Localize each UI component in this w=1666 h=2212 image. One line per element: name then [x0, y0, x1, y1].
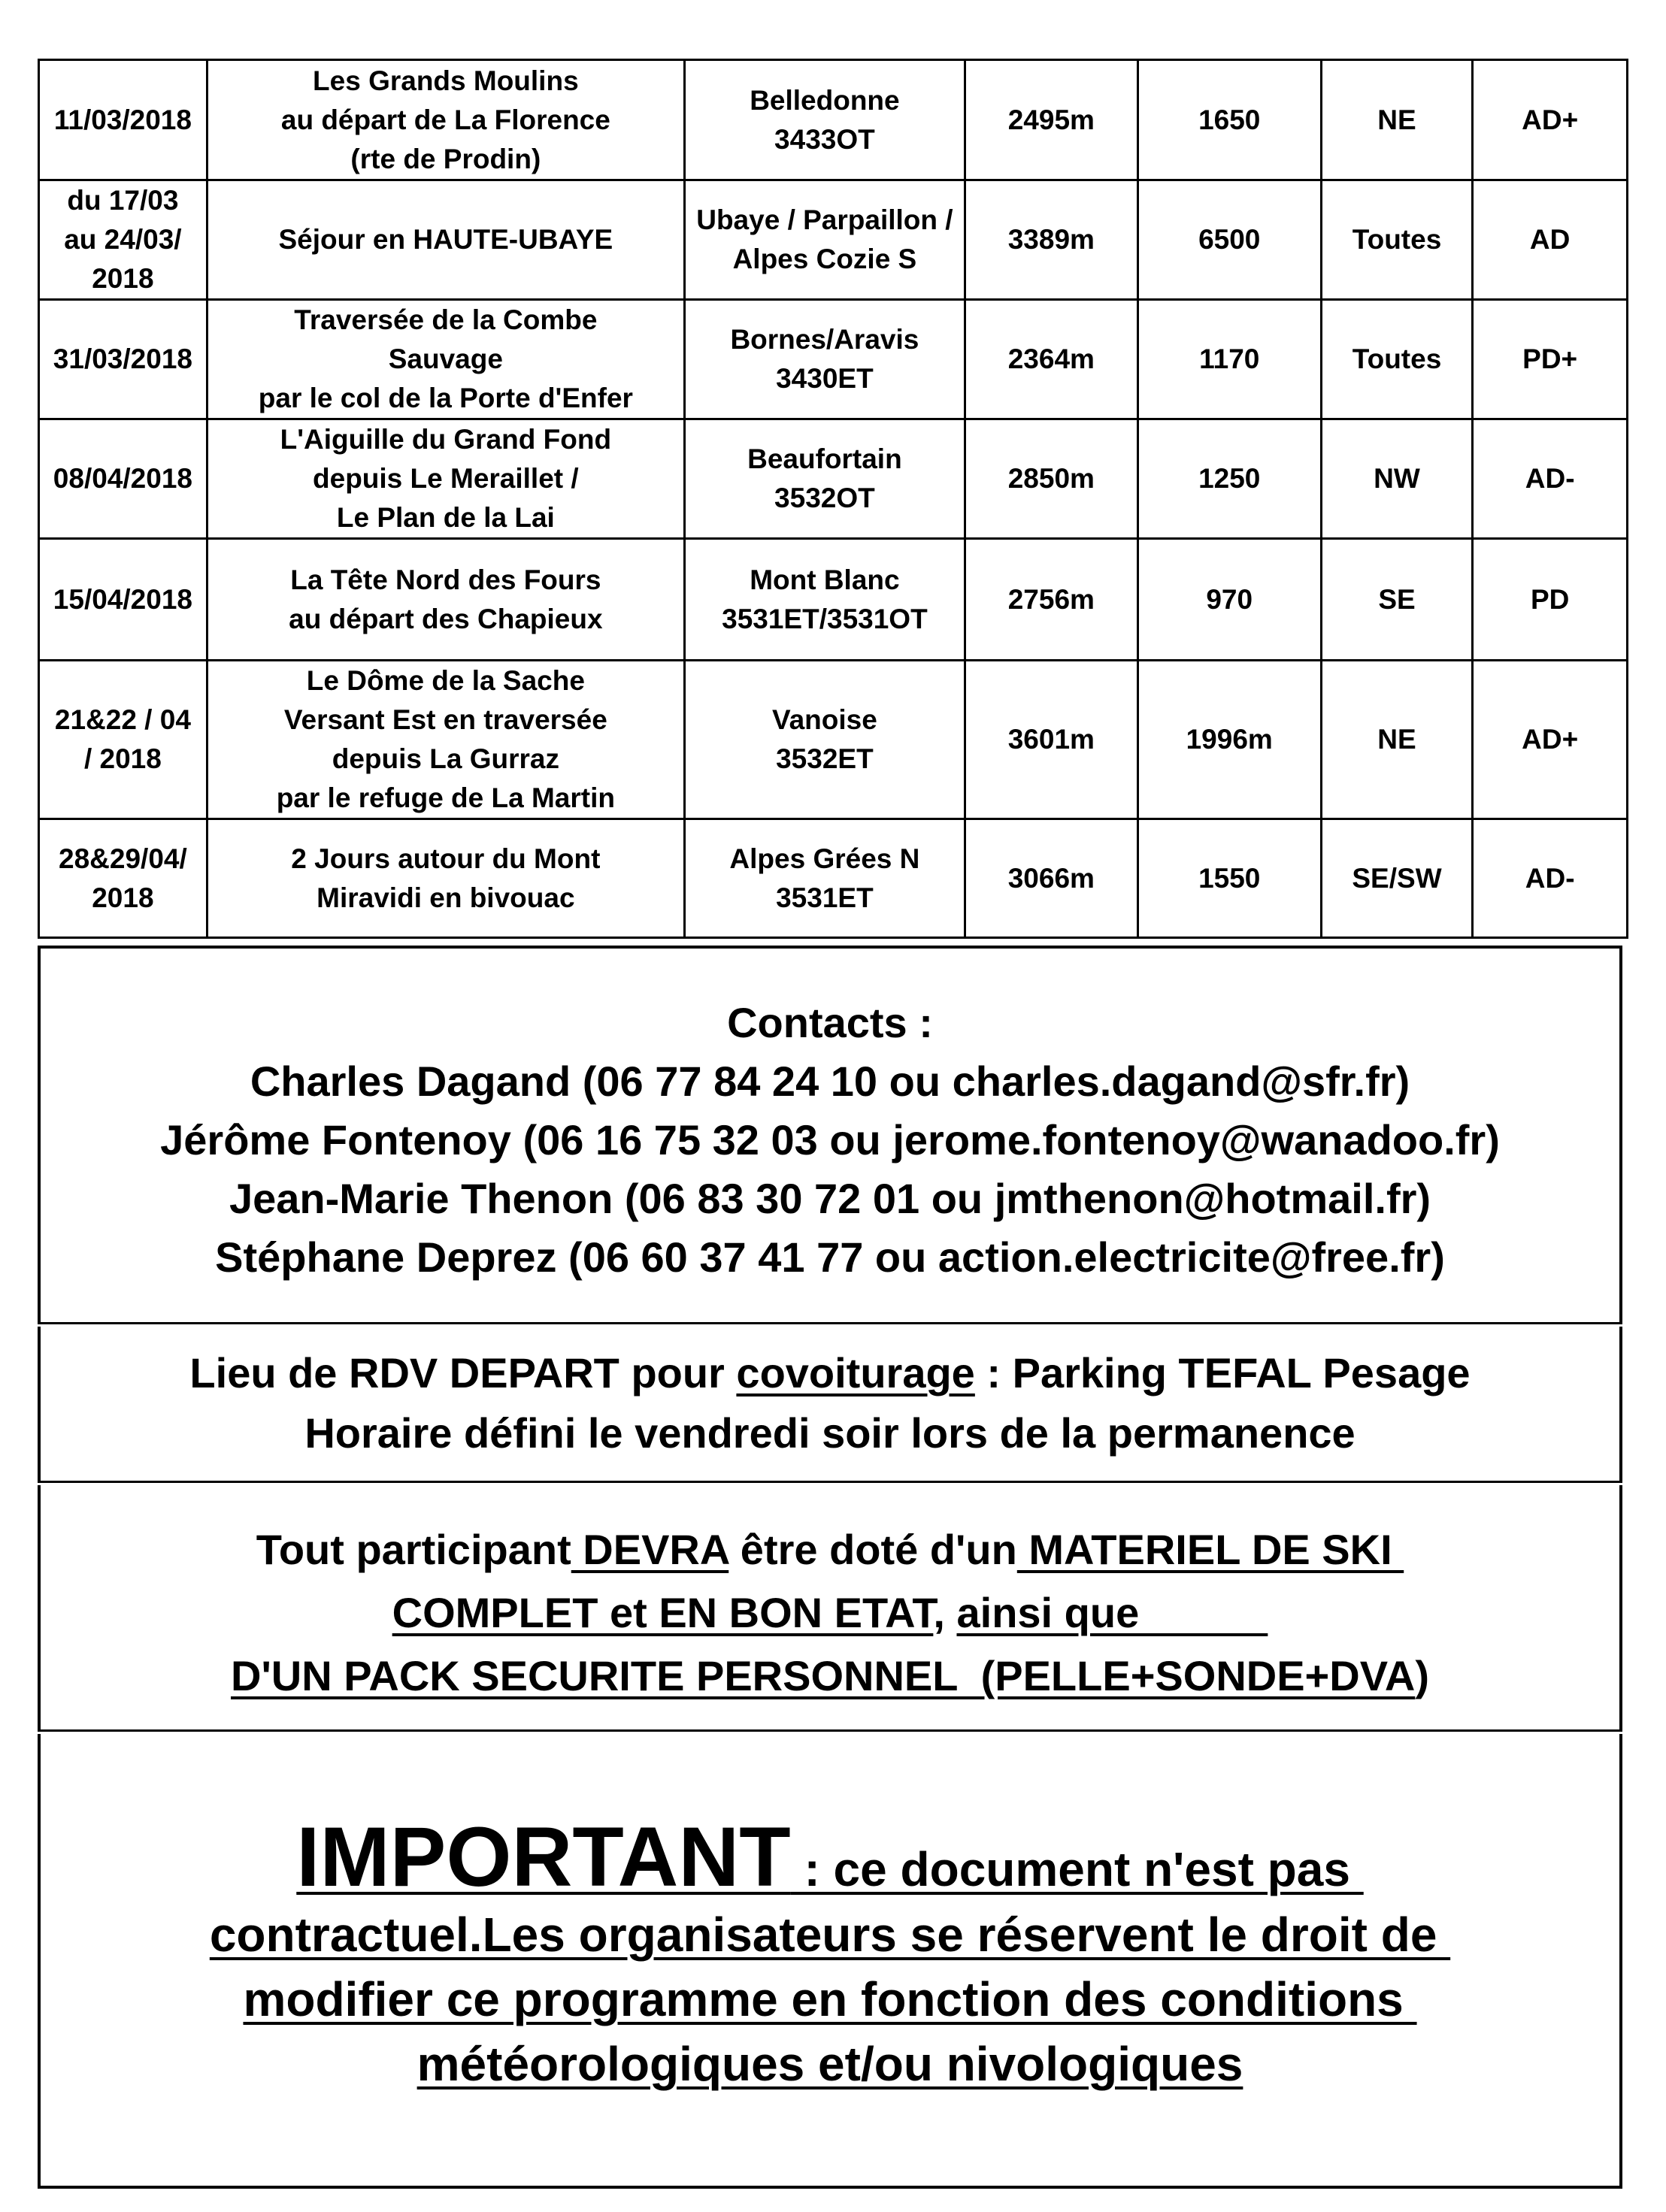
trip-massif-lines [689, 81, 961, 159]
trip-orientation: Toutes [1321, 180, 1473, 300]
meeting-point-prefix: Lieu de RDV DEPART pour [189, 1349, 737, 1396]
contacts-section [38, 946, 1622, 1324]
equipment-line-2 [41, 1581, 1619, 1645]
trips-table-body [39, 60, 1628, 938]
trip-difficulty: AD [1473, 180, 1628, 300]
trip-row [39, 819, 1628, 938]
trip-date-line: 28&29/04/ [59, 843, 187, 874]
trip-date [39, 661, 207, 819]
trip-date-lines [43, 840, 203, 918]
trip-row [39, 539, 1628, 661]
trip-date-lines [43, 459, 203, 498]
trip-orientation: NE [1321, 60, 1473, 180]
trip-difficulty: PD [1473, 539, 1628, 661]
trip-name-line: Le Plan de la Lai [336, 502, 555, 533]
trip-date-line: 08/04/2018 [53, 463, 192, 494]
contact-line: Charles Dagand (06 77 84 24 10 ou charles.dagand@sfr.fr) [250, 1058, 1410, 1105]
trip-date-lines [43, 340, 203, 379]
trip-date-lines [43, 181, 203, 298]
trip-date [39, 539, 207, 661]
trip-name [207, 300, 684, 419]
trip-name-line: Le Dôme de la Sache [306, 665, 585, 696]
trip-date-line: 21&22 / 04 [54, 704, 191, 735]
meeting-time-line: Horaire défini le vendredi soir lors de la permanence [304, 1409, 1356, 1457]
trip-row [39, 180, 1628, 300]
trip-name-line: au départ de La Florence [280, 104, 610, 135]
trip-massif-line: Vanoise [771, 704, 877, 735]
trip-name-line: au départ des Chapieux [289, 603, 603, 634]
trip-massif-line: 3430ET [776, 363, 874, 394]
trip-name [207, 419, 684, 539]
meeting-point-section [38, 1327, 1622, 1483]
trip-difficulty: AD+ [1473, 60, 1628, 180]
trip-row [39, 419, 1628, 539]
contacts-heading: Contacts : [727, 999, 933, 1046]
trip-name-lines [211, 840, 680, 918]
trip-massif-line: 3531ET [776, 882, 874, 913]
trip-name-line: depuis La Gurraz [332, 743, 559, 774]
important-line-3: modifier ce programme en fonction des conditions [243, 1972, 1417, 2026]
trip-name [207, 180, 684, 300]
trip-date [39, 60, 207, 180]
trip-orientation: SE [1321, 539, 1473, 661]
trip-massif [684, 300, 965, 419]
equipment-also: ainsi que [956, 1589, 1268, 1636]
trip-massif [684, 419, 965, 539]
trip-massif-line: Alpes Cozie S [732, 244, 917, 274]
equipment-line-3 [41, 1645, 1619, 1708]
important-line-4: météorologiques et/ou nivologiques [416, 2037, 1243, 2091]
trip-massif-lines [689, 561, 961, 639]
trip-date-lines [43, 101, 203, 140]
trip-elevation-gain: 1996m [1137, 661, 1321, 819]
trip-name-lines [211, 301, 680, 418]
trip-altitude: 2850m [965, 419, 1137, 539]
trip-name-line: 2 Jours autour du Mont [291, 843, 601, 874]
trip-date-lines [43, 701, 203, 779]
trip-date-lines [43, 580, 203, 619]
trip-date-line: du 17/03 [67, 185, 179, 216]
trip-massif-line: Mont Blanc [750, 564, 900, 595]
trip-name-line: Versant Est en traversée [283, 704, 607, 735]
important-line-2: contractuel.Les organisateurs se réservent le droit de [209, 1908, 1451, 1962]
trip-massif [684, 661, 965, 819]
trip-name-line: La Tête Nord des Fours [290, 564, 601, 595]
trip-name-lines [211, 62, 680, 179]
program-sheet [38, 59, 1628, 939]
equipment-text: ) [1415, 1652, 1429, 1699]
trip-massif-lines [689, 320, 961, 398]
equipment-text: être doté d'un [728, 1526, 1017, 1573]
trip-massif-lines [689, 701, 961, 779]
trip-name-line: Traversée de la Combe [294, 304, 598, 335]
trip-name-line: L'Aiguille du Grand Fond [280, 424, 612, 455]
trip-altitude: 3066m [965, 819, 1137, 938]
trip-date-line: 2018 [92, 263, 154, 294]
trip-date-line: 31/03/2018 [53, 343, 192, 374]
trip-name [207, 819, 684, 938]
trip-date [39, 180, 207, 300]
trip-massif-lines [689, 440, 961, 518]
trip-name [207, 60, 684, 180]
trip-difficulty: AD+ [1473, 661, 1628, 819]
contact-line: Jérôme Fontenoy (06 16 75 32 03 ou jerome.fontenoy@wanadoo.fr) [160, 1116, 1500, 1163]
trip-elevation-gain: 1170 [1137, 300, 1321, 419]
trip-name-lines [211, 561, 680, 639]
trip-orientation: NE [1321, 661, 1473, 819]
trip-name-line: Miravidi en bivouac [317, 882, 575, 913]
equipment-ski-gear: MATERIEL DE SKI [1016, 1526, 1404, 1573]
trip-massif-line: Beaufortain [747, 443, 902, 474]
trip-elevation-gain: 1650 [1137, 60, 1321, 180]
trip-difficulty: AD- [1473, 819, 1628, 938]
trip-row [39, 300, 1628, 419]
trip-difficulty: AD- [1473, 419, 1628, 539]
trip-name-line: par le refuge de La Martin [276, 782, 615, 813]
trip-massif-line: Belledonne [750, 84, 900, 116]
meeting-point-line [41, 1343, 1619, 1403]
equipment-condition: COMPLET et EN BON ETAT [392, 1589, 934, 1636]
important-line-1 [41, 1812, 1619, 1902]
trip-massif-lines [689, 201, 961, 279]
equipment-line-1 [41, 1518, 1619, 1581]
trip-orientation: NW [1321, 419, 1473, 539]
trip-name-line: Séjour en HAUTE-UBAYE [278, 224, 613, 255]
trip-name [207, 661, 684, 819]
trip-date [39, 300, 207, 419]
equipment-text: Tout participant [256, 1526, 571, 1573]
trip-altitude: 3601m [965, 661, 1137, 819]
trip-difficulty: PD+ [1473, 300, 1628, 419]
trip-massif [684, 60, 965, 180]
trip-massif-line: 3531ET/3531OT [722, 603, 928, 634]
trip-altitude: 2495m [965, 60, 1137, 180]
trip-date-line: 15/04/2018 [53, 583, 192, 615]
trip-date-line: 11/03/2018 [53, 104, 192, 135]
trip-massif-line: 3433OT [774, 123, 875, 155]
trip-name-lines [211, 220, 680, 259]
trip-name-lines [211, 661, 680, 818]
trip-altitude: 3389m [965, 180, 1137, 300]
equipment-text: , [933, 1589, 957, 1636]
carpool-word: covoiturage [736, 1349, 975, 1396]
trip-name-line: par le col de la Porte d'Enfer [258, 383, 633, 413]
trip-name-lines [211, 420, 680, 537]
trip-elevation-gain: 1250 [1137, 419, 1321, 539]
trip-date-line: / 2018 [83, 743, 162, 774]
trip-elevation-gain: 6500 [1137, 180, 1321, 300]
trip-elevation-gain: 1550 [1137, 819, 1321, 938]
trip-row [39, 661, 1628, 819]
trip-massif [684, 180, 965, 300]
trip-date-line: 2018 [92, 882, 154, 913]
equipment-section [38, 1485, 1622, 1732]
trip-name-line: Sauvage [388, 343, 503, 374]
important-text: : ce document n'est pas [790, 1842, 1364, 1896]
contact-line: Jean-Marie Thenon (06 83 30 72 01 ou jmthenon@hotmail.fr) [229, 1175, 1431, 1222]
trip-date-line: au 24/03/ [64, 224, 182, 255]
trip-orientation: Toutes [1321, 300, 1473, 419]
trip-massif-lines [689, 840, 961, 918]
trip-date [39, 819, 207, 938]
trip-massif-line: Alpes Grées N [729, 843, 920, 874]
trip-name-line: depuis Le Meraillet / [313, 463, 579, 494]
meeting-point-place: : Parking TEFAL Pesage [974, 1349, 1471, 1396]
trip-massif [684, 539, 965, 661]
trip-massif-line: Ubaye / Parpaillon / [696, 204, 953, 235]
trip-elevation-gain: 970 [1137, 539, 1321, 661]
important-section [38, 1734, 1622, 2189]
contact-line: Stéphane Deprez (06 60 37 41 77 ou action.electricite@free.fr) [215, 1233, 1445, 1281]
important-word: IMPORTANT [296, 1810, 791, 1904]
equipment-must: DEVRA [571, 1526, 729, 1573]
trip-massif [684, 819, 965, 938]
trip-massif-line: Bornes/Aravis [730, 324, 919, 355]
trip-name-line: (rte de Prodin) [350, 143, 541, 174]
trip-name-line: Les Grands Moulins [313, 65, 579, 96]
trip-date [39, 419, 207, 539]
trip-row [39, 60, 1628, 180]
trip-altitude: 2756m [965, 539, 1137, 661]
trips-table [38, 59, 1628, 939]
trip-massif-line: 3532ET [776, 743, 874, 774]
trip-orientation: SE/SW [1321, 819, 1473, 938]
equipment-safety-pack: D'UN PACK SECURITE PERSONNEL (PELLE+SONDE+DVA [231, 1652, 1416, 1699]
trip-name [207, 539, 684, 661]
trip-altitude: 2364m [965, 300, 1137, 419]
trip-massif-line: 3532OT [774, 483, 875, 513]
